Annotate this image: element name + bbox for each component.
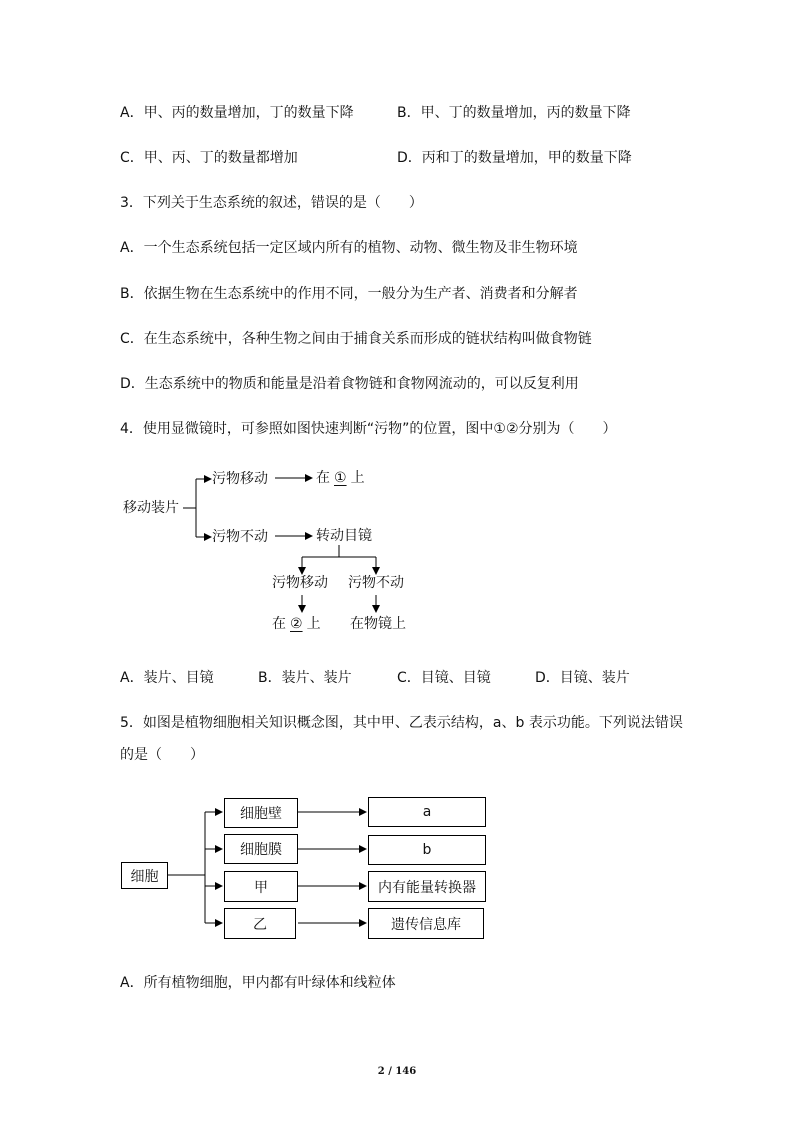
flow-sub-still: 污物不动 xyxy=(348,575,404,591)
flow-branch-still: 污物不动 xyxy=(212,529,268,545)
q2-option-d: D．丙和丁的数量增加，甲的数量下降 xyxy=(397,150,632,166)
q4-stem: 4．使用显微镜时，可参照如图快速判断“污物”的位置，图中①②分别为（ ） xyxy=(120,421,617,437)
q4-option-b: B．装片、装片 xyxy=(258,670,352,686)
flow-sub-move: 污物移动 xyxy=(272,575,328,591)
concept-cell-wall: 细胞壁 xyxy=(224,798,298,828)
flow-branch-move: 污物移动 xyxy=(212,471,268,487)
concept-function-b: b xyxy=(368,835,486,865)
concept-genetic-library: 遗传信息库 xyxy=(368,908,484,939)
q5-stem-line-1: 5．如图是植物细胞相关知识概念图，其中甲、乙表示结构，a、b 表示功能。下列说法错误 xyxy=(120,715,683,731)
flow-result-2-mark: ② xyxy=(290,616,303,632)
flow-result-1-suffix: 上 xyxy=(350,470,365,486)
q2-option-c: C．甲、丙、丁的数量都增加 xyxy=(120,150,298,166)
flow-result-2-prefix: 在 xyxy=(272,616,286,632)
q3-option-b: B．依据生物在生态系统中的作用不同，一般分为生产者、消费者和分解者 xyxy=(120,286,578,302)
q3-stem: 3．下列关于生态系统的叙述，错误的是（ ） xyxy=(120,195,423,211)
flow-result-1-prefix: 在 xyxy=(316,470,330,486)
concept-energy-converter: 内有能量转换器 xyxy=(368,871,486,902)
q5-option-a: A．所有植物细胞，甲内都有叶绿体和线粒体 xyxy=(120,975,396,991)
flow-result-2-suffix: 上 xyxy=(306,616,321,632)
q3-option-d: D．生态系统中的物质和能量是沿着食物链和食物网流动的，可以反复利用 xyxy=(120,376,579,392)
flow-root: 移动装片 xyxy=(123,500,179,516)
flow-rotate-eyepiece: 转动目镜 xyxy=(316,528,372,544)
page-number: 2 / 146 xyxy=(377,1066,417,1077)
concept-root-cell: 细胞 xyxy=(121,862,168,889)
q5-stem-line-2: 的是（ ） xyxy=(120,747,204,763)
flow-result-1-mark: ① xyxy=(334,470,347,486)
q3-option-c: C．在生态系统中，各种生物之间由于捕食关系而形成的链状结构叫做食物链 xyxy=(120,331,592,347)
q2-option-b: B．甲、丁的数量增加，丙的数量下降 xyxy=(397,105,631,121)
concept-cell-membrane: 细胞膜 xyxy=(224,834,298,864)
q4-option-a: A．装片、目镜 xyxy=(120,670,214,686)
concept-structure-jia: 甲 xyxy=(224,871,298,902)
q2-option-a: A．甲、丙的数量增加，丁的数量下降 xyxy=(120,105,354,121)
concept-structure-yi: 乙 xyxy=(224,908,296,939)
q4-option-d: D．目镜、装片 xyxy=(535,670,630,686)
q4-option-c: C．目镜、目镜 xyxy=(397,670,491,686)
concept-function-a: a xyxy=(368,797,486,827)
q3-option-a: A．一个生态系统包括一定区域内所有的植物、动物、微生物及非生物环境 xyxy=(120,240,578,256)
flow-result-3: 在物镜上 xyxy=(350,616,406,632)
